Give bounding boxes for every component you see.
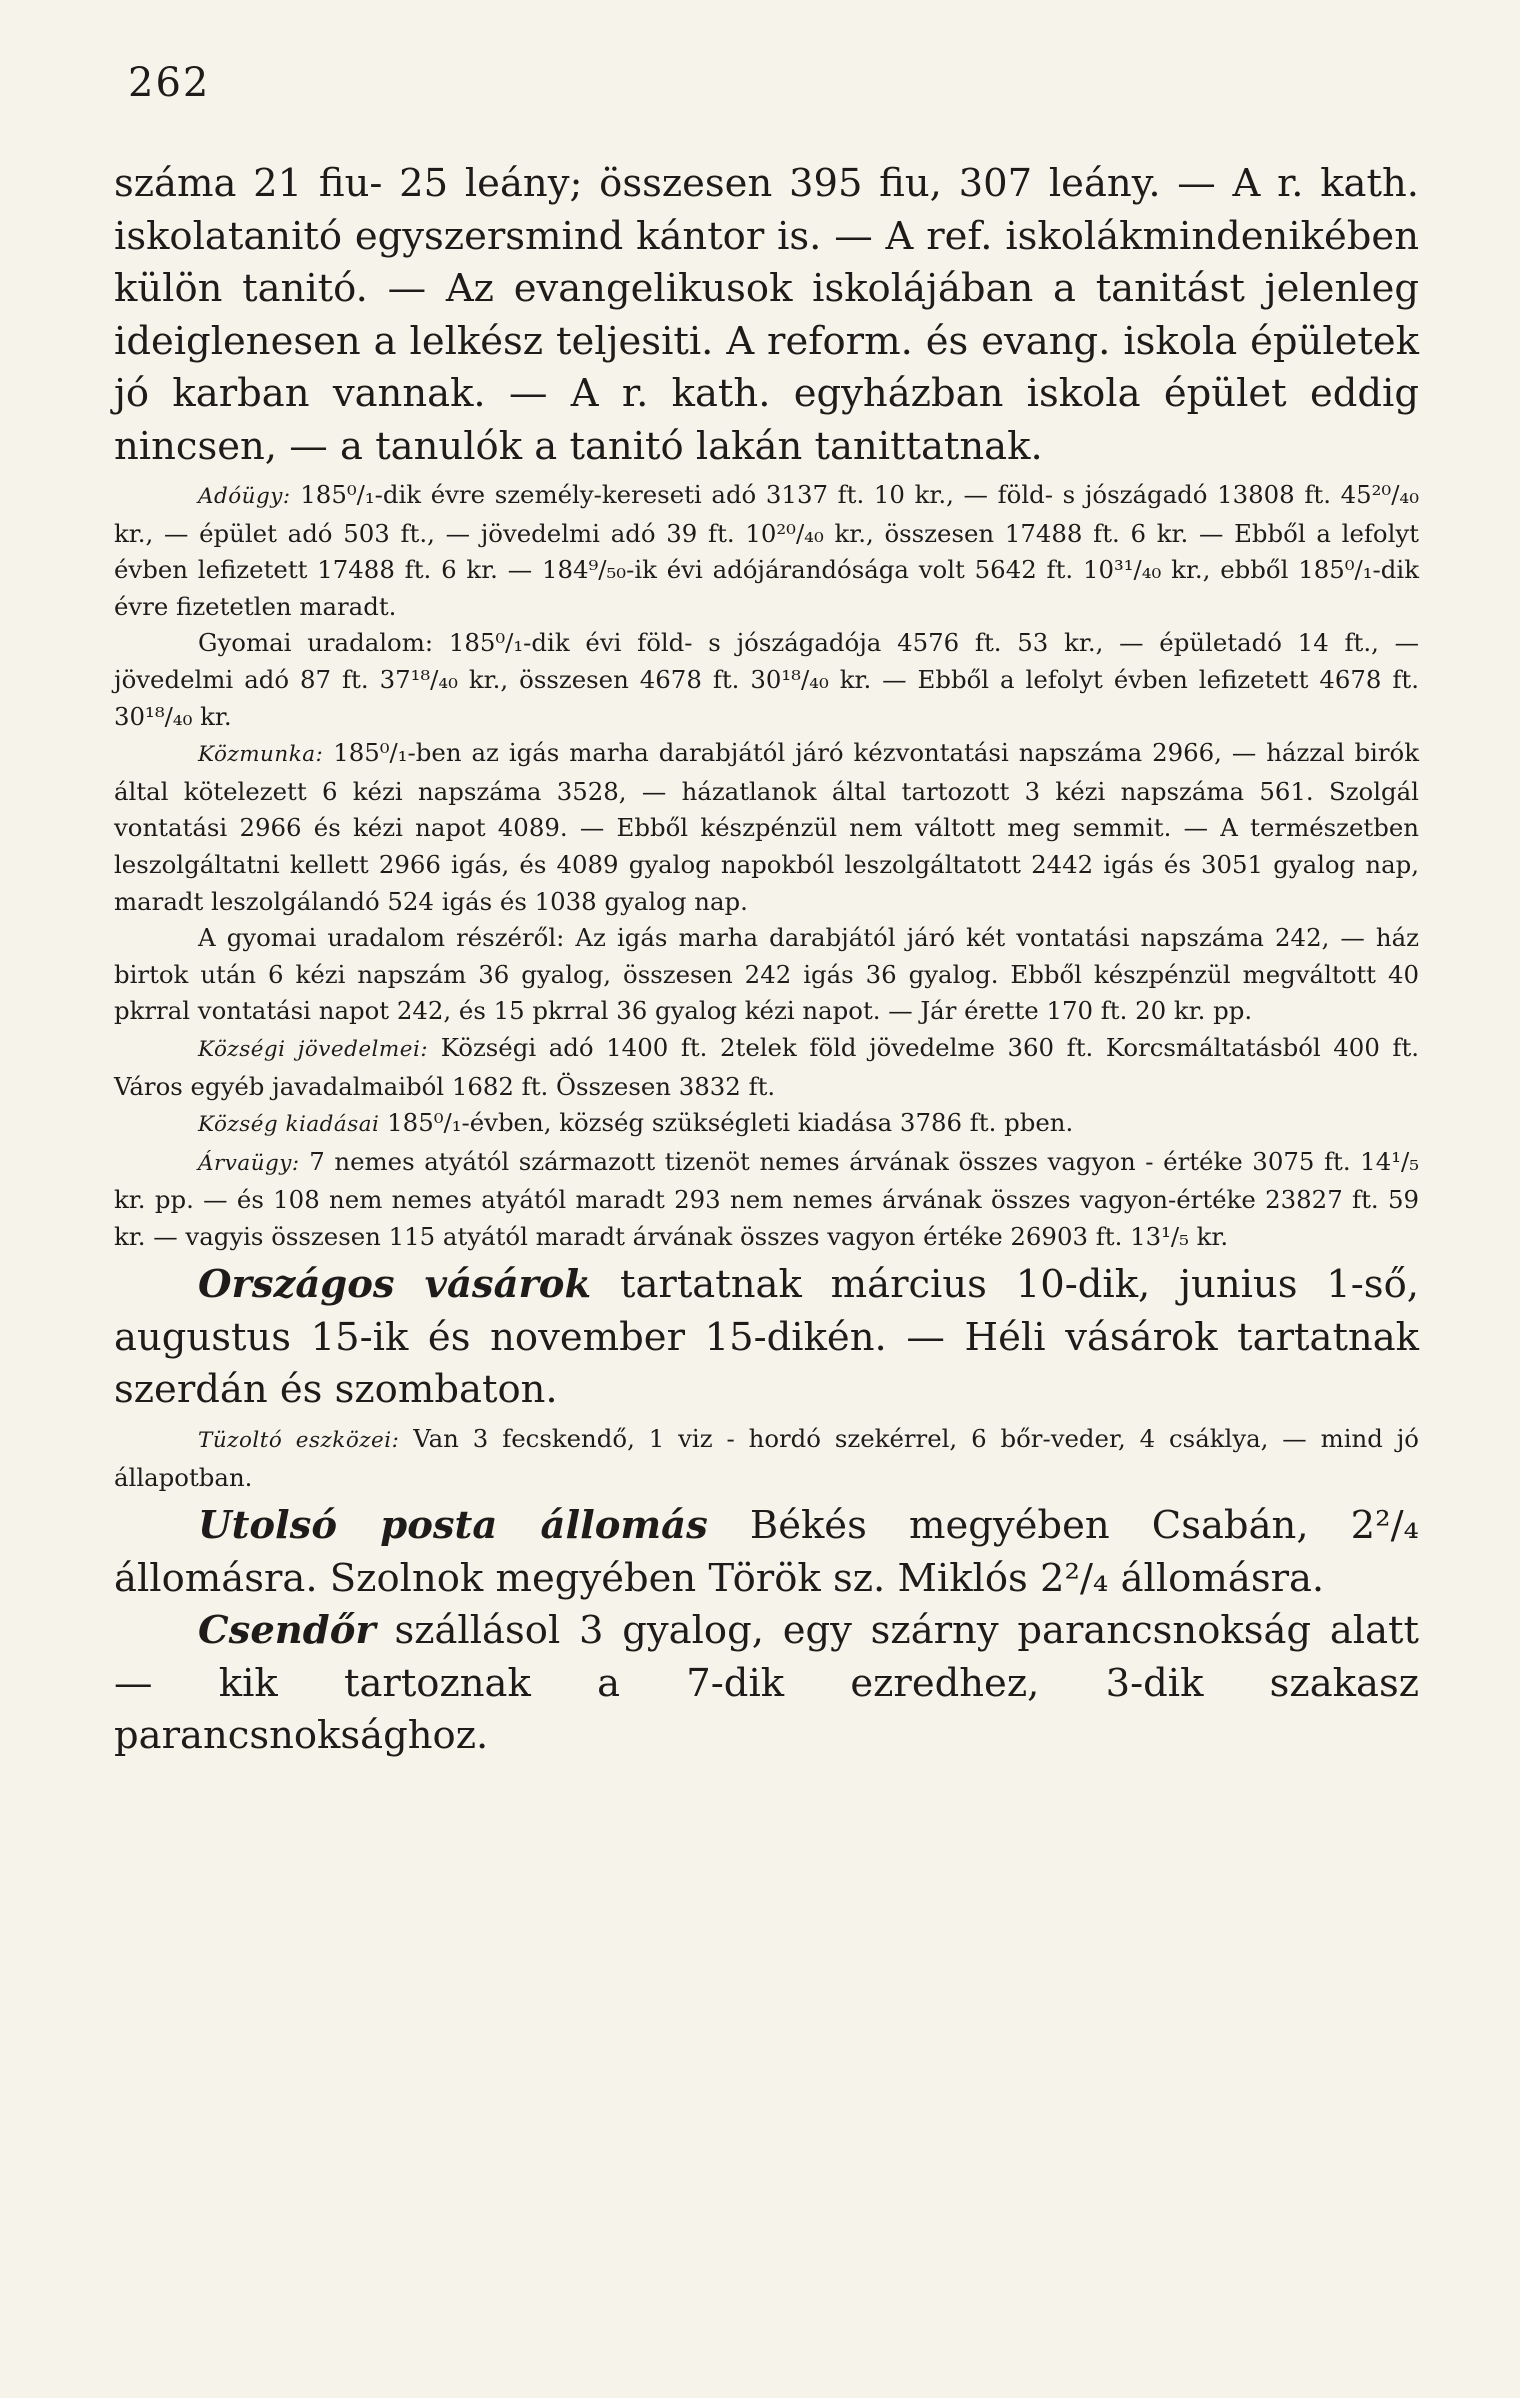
paragraph-lead: Árvaügy: [198, 1150, 300, 1176]
page-number: 262 [128, 60, 211, 106]
paragraph-school-stats [114, 158, 1419, 473]
paragraph-text: 185⁰/₁-ben az igás marha darabjától járó kézvontatási napszáma 2966, — házzal birók által kötelezett 6 kézi napszáma 3528, — házatlanok által tartozott 3 kézi napszáma 561. Szolgál vontatási 2966 és kézi napot 4089. — Ebből készpénzül nem váltott meg semmit. — A természetben leszolgáltatni kellett 2966 igás, és 4089 gyalog napokból leszolgáltatott 2442 igás és 3051 gyalog nap, maradt leszolgálandó 524 igás és 1038 gyalog nap. [114, 738, 1419, 916]
paragraph-lead: Községi jövedelmei: [198, 1036, 429, 1062]
paragraph-text: Van 3 fecskendő, 1 viz - hordó szekérrel, 6 bőr-veder, 4 csáklya, — mind jó állapotban. [114, 1423, 1419, 1492]
paragraph-lead: Tüzoltó eszközei: [198, 1427, 400, 1453]
paragraph-lead: Országos vásárok [198, 1262, 592, 1308]
paragraph-text: 185⁰/₁-évben, község szükségleti kiadása 3786 ft. pben. [387, 1108, 1074, 1138]
paragraph-public-work [114, 735, 1419, 920]
paragraph-text: Békés megyében Csabán, 2²/₄ állomásra. Szolnok megyében Török sz. Miklós 2²/₄ állomásra. [114, 1503, 1419, 1601]
paragraph-text: Községi adó 1400 ft. 2telek föld jövedelme 360 ft. Korcsmáltatásból 400 ft. Város egyéb javadalmaiból 1682 ft. Összesen 3832 ft. [114, 1032, 1420, 1101]
paragraph-fire-equipment [114, 1421, 1419, 1496]
paragraph-lead: Csendőr [198, 1608, 376, 1654]
paragraph-text: szállásol 3 gyalog, egy szárny parancsnokság alatt — kik tartoznak a 7-dik ezredhez, 3-dik szakasz parancsnoksághoz. [114, 1608, 1419, 1759]
paragraph-fairs [114, 1259, 1419, 1417]
paragraph-lead: Utolsó posta állomás [198, 1503, 708, 1549]
paragraph-text: 7 nemes atyától származott tizenöt nemes árvának összes vagyon - értéke 3075 ft. 14¹/₅ kr. pp. — és 108 nem nemes atyától maradt 293 nem nemes árvának összes vagyon-értéke 23827 ft. 59 kr. — vagyis összesen 115 atyától maradt árvának összes vagyon értéke 26903 ft. 13¹/₅ kr. [114, 1146, 1419, 1251]
paragraph-gyoma-estate-tax [114, 625, 1419, 735]
paragraph-text: A gyomai uradalom részéről: Az igás marha darabjától járó két vontatási napszáma 242, — ház birtok után 6 kézi napszám 36 gyalog, összesen 242 igás 36 gyalog. Ebből készpénzül megváltott 40 pkrral vontatási napot 242, és 15 pkrral 36 gyalog kézi napot. — Jár érette 170 ft. 20 kr. pp. [114, 923, 1419, 1026]
text-body [114, 158, 1419, 1763]
paragraph-orphan-affairs [114, 1144, 1419, 1256]
paragraph-gyoma-estate-work [114, 920, 1419, 1030]
paragraph-lead: Község kiadásai [198, 1112, 380, 1138]
paragraph-lead: Adóügy: [198, 484, 291, 509]
paragraph-lead: Közmunka: [198, 742, 324, 768]
paragraph-text: 185⁰/₁-dik évre személy-kereseti adó 3137 ft. 10 kr., — föld- s jószágadó 13808 ft. 45²⁰/₄₀ kr., — épület adó 503 ft., — jövedelmi adó 39 ft. 10²⁰/₄₀ kr., összesen 17488 ft. 6 kr. — Ebből a lefolyt évben lefizetett 17488 ft. 6 kr. — 184⁹/₅₀-ik évi adójárandósága volt 5642 ft. 10³¹/₄₀ kr., ebből 185⁰/₁-dik évre fizetetlen maradt. [114, 480, 1419, 621]
paragraph-text: tartatnak március 10-dik, junius 1-ső, augustus 15-ik és november 15-dikén. — Héli vásárok tartatnak szerdán és szombaton. [114, 1262, 1419, 1413]
paragraph-last-post [114, 1500, 1419, 1605]
paragraph-community-income [114, 1030, 1419, 1105]
paragraph-gendarmes [114, 1605, 1419, 1763]
paragraph-community-expenses [114, 1105, 1419, 1144]
paragraph-tax-affairs [114, 477, 1419, 625]
paragraph-text: száma 21 fiu- 25 leány; összesen 395 fiu, 307 leány. — A r. kath. iskolatanitó egyszersmind kántor is. — A ref. iskolákmindenikében külön tanitó. — Az evangelikusok iskolájában a tanitást jelenleg ideiglenesen a lelkész teljesiti. A reform. és evang. iskola épületek jó karban vannak. — A r. kath. egyházban iskola épület eddig nincsen, — a tanulók a tanitó lakán tanittatnak. [114, 161, 1419, 469]
paragraph-text: Gyomai uradalom: 185⁰/₁-dik évi föld- s jószágadója 4576 ft. 53 kr., — épületadó 14 ft., — jövedelmi adó 87 ft. 37¹⁸/₄₀ kr., összesen 4678 ft. 30¹⁸/₄₀ kr. — Ebből a lefolyt évben lefizetett 4678 ft. 30¹⁸/₄₀ kr. [114, 628, 1419, 731]
